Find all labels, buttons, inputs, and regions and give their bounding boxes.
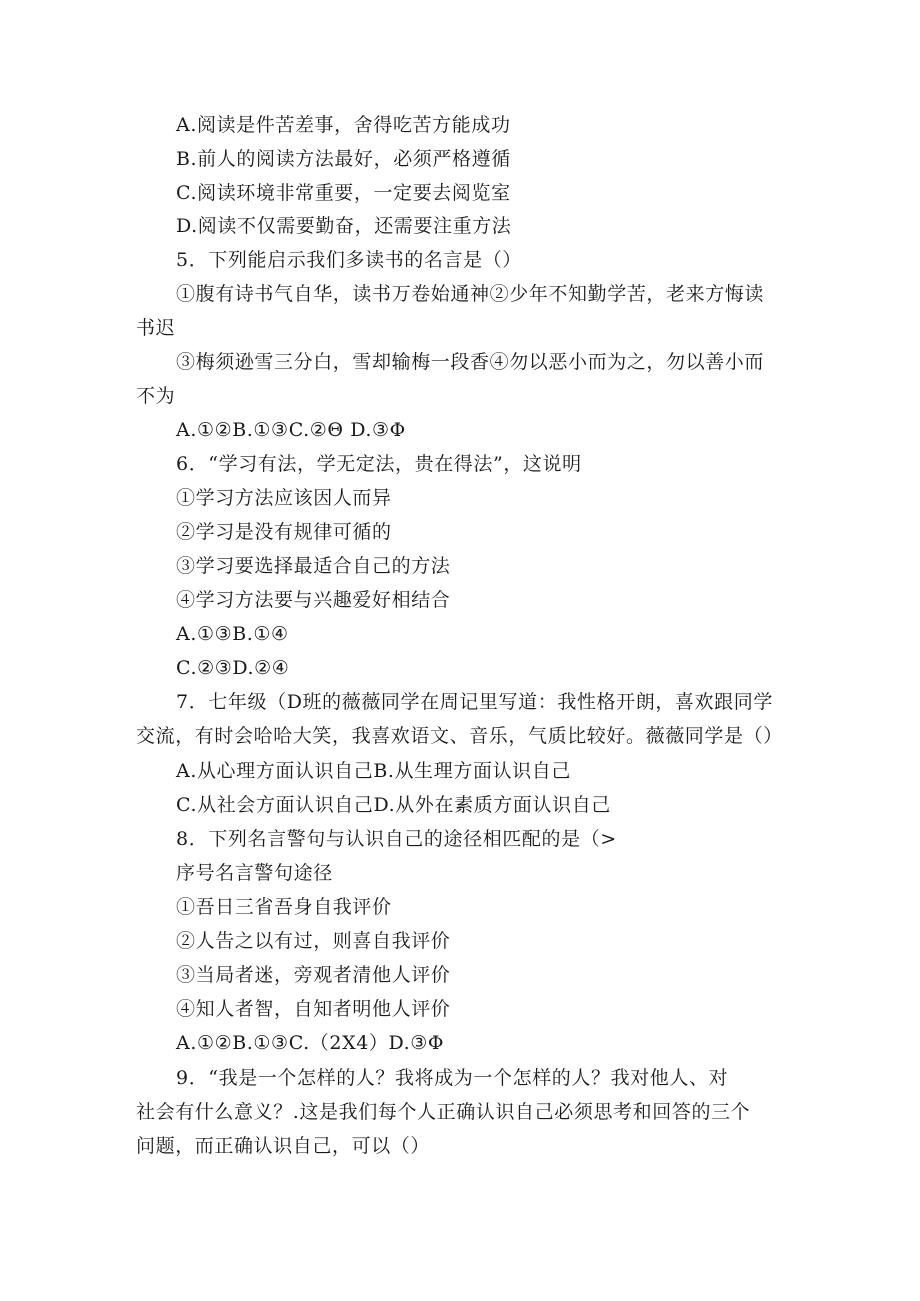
question-5-quotes-line-1-cont: 书迟 — [136, 317, 176, 339]
question-6-options-ab: A.①③B.①④ — [176, 623, 289, 645]
option-4d: D.阅读不仅需要勤奋，还需要注重方法 — [176, 215, 512, 237]
question-8-table-header: 序号名言警句途径 — [176, 862, 333, 884]
question-7-options-cd: C.从社会方面认识自己D.从外在素质方面认识自己 — [176, 794, 611, 816]
option-4a: A.阅读是件苦差事，舍得吃苦方能成功 — [176, 114, 511, 136]
question-6-options-cd: C.②③D.②④ — [176, 657, 290, 679]
question-8-options: A.①②B.①③C.（2X4）D.③Φ — [176, 1032, 445, 1054]
question-9: 9．“我是一个怎样的人？我将成为一个怎样的人？我对他人、对 — [176, 1067, 729, 1089]
question-8-row-2: ②人告之以有过，则喜自我评价 — [176, 930, 451, 952]
question-5-quotes-line-2: ③梅须逊雪三分白，雪却输梅一段香④勿以恶小而为之，勿以善小而 — [176, 351, 765, 373]
option-4b: B.前人的阅读方法最好，必须严格遵循 — [176, 148, 511, 170]
option-4c: C.阅读环境非常重要，一定要去阅览室 — [176, 182, 511, 204]
question-5: 5．下列能启示我们多读书的名言是（） — [176, 249, 522, 271]
question-5-quotes-line-1: ①腹有诗书气自华，读书万卷始通神②少年不知勤学苦，老来方悔读 — [176, 283, 765, 305]
question-5-options: A.①②B.①③C.②Θ D.③Φ — [176, 419, 406, 441]
question-8-row-1: ①吾日三省吾身自我评价 — [176, 896, 392, 918]
question-6-item-4: ④学习方法要与兴趣爱好相结合 — [176, 589, 451, 611]
question-6-item-1: ①学习方法应该因人而异 — [176, 487, 392, 509]
question-7-cont: 交流，有时会哈哈大笑，我喜欢语文、音乐，气质比较好。薇薇同学是（） — [136, 725, 783, 747]
question-6-item-2: ②学习是没有规律可循的 — [176, 521, 392, 543]
question-8-row-4: ④知人者智，自知者明他人评价 — [176, 998, 451, 1020]
question-6-item-3: ③学习要选择最适合自己的方法 — [176, 555, 451, 577]
question-9-cont-1: 社会有什么意义？.这是我们每个人正确认识自己必须思考和回答的三个 — [136, 1101, 751, 1123]
question-7-options-ab: A.从心理方面认识自己B.从生理方面认识自己 — [176, 760, 571, 782]
question-7: 7．七年级（D班的薇薇同学在周记里写道：我性格开朗，喜欢跟同学 — [176, 691, 773, 713]
question-5-quotes-line-2-cont: 不为 — [136, 385, 176, 407]
question-8-row-3: ③当局者迷，旁观者清他人评价 — [176, 964, 451, 986]
question-6: 6．“学习有法，学无定法，贵在得法”，这说明 — [176, 453, 582, 475]
question-8: 8．下列名言警句与认识自己的途径相匹配的是（> — [176, 828, 617, 850]
question-9-cont-2: 问题，而正确认识自己，可以（） — [136, 1135, 431, 1157]
